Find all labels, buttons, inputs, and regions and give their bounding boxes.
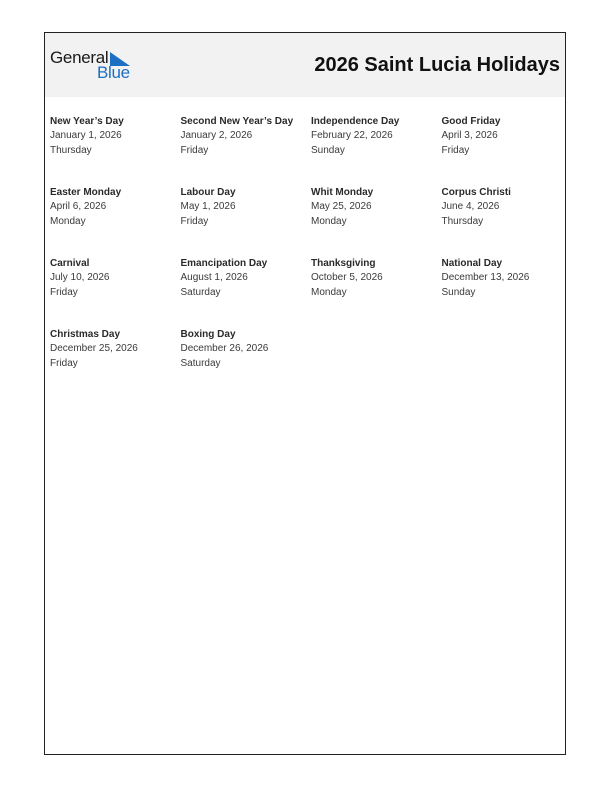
holiday-name: Boxing Day <box>180 329 236 340</box>
holiday-name: Easter Monday <box>50 187 122 198</box>
holiday-name: Thanksgiving <box>311 258 376 269</box>
holiday-entry <box>442 186 573 257</box>
holiday-name: Christmas Day <box>50 329 121 340</box>
holiday-date: April 6, 2026 <box>50 201 107 213</box>
holiday-weekday: Friday <box>180 144 209 156</box>
holiday-entry <box>442 115 573 186</box>
holiday-date: October 5, 2026 <box>311 272 383 284</box>
holiday-weekday: Saturday <box>180 286 221 298</box>
holiday-name: Corpus Christi <box>441 187 511 198</box>
holiday-weekday: Monday <box>311 286 347 298</box>
holiday-name: Whit Monday <box>311 187 374 198</box>
holiday-date: April 3, 2026 <box>441 130 498 142</box>
generalblue-logo <box>50 48 140 82</box>
holiday-date: February 22, 2026 <box>311 130 393 142</box>
holiday-name: National Day <box>441 258 503 269</box>
holiday-entry <box>181 328 312 399</box>
holiday-entry <box>442 257 573 328</box>
header-band <box>45 33 565 97</box>
holiday-date: May 25, 2026 <box>311 201 372 213</box>
holiday-entry <box>311 257 442 328</box>
holiday-weekday: Friday <box>180 215 209 227</box>
holiday-date: August 1, 2026 <box>180 272 248 284</box>
holiday-date: December 25, 2026 <box>50 343 138 355</box>
holiday-name: Labour Day <box>180 187 236 198</box>
holiday-date: May 1, 2026 <box>180 201 236 213</box>
holiday-name: Independence Day <box>311 116 400 127</box>
page-frame <box>44 32 566 755</box>
holiday-entry <box>181 257 312 328</box>
holiday-weekday: Monday <box>50 215 86 227</box>
holiday-entry <box>50 257 181 328</box>
logo-word-general: General <box>50 48 109 67</box>
holiday-entry <box>50 186 181 257</box>
holiday-entry <box>181 186 312 257</box>
holiday-name: Second New Year’s Day <box>180 116 294 127</box>
holiday-weekday: Sunday <box>441 286 476 298</box>
holiday-name: New Year’s Day <box>50 116 124 127</box>
holiday-date: June 4, 2026 <box>441 201 500 213</box>
logo-word-blue: Blue <box>97 63 130 82</box>
holiday-weekday: Thursday <box>50 144 92 156</box>
holiday-weekday: Friday <box>50 357 78 369</box>
holiday-date: January 1, 2026 <box>50 130 122 142</box>
holiday-weekday: Friday <box>50 286 78 298</box>
holiday-date: December 26, 2026 <box>180 343 269 355</box>
holiday-name: Good Friday <box>441 116 501 127</box>
holiday-entry <box>50 115 181 186</box>
holiday-weekday: Monday <box>311 215 347 227</box>
holiday-weekday: Friday <box>441 144 470 156</box>
holiday-weekday: Saturday <box>180 357 221 369</box>
holiday-name: Emancipation Day <box>180 258 268 269</box>
holiday-weekday: Thursday <box>441 215 484 227</box>
holiday-date: January 2, 2026 <box>180 130 253 142</box>
holiday-date: July 10, 2026 <box>50 272 110 284</box>
holiday-name: Carnival <box>50 258 90 269</box>
holiday-grid <box>50 115 570 399</box>
holiday-entry <box>181 115 312 186</box>
holiday-weekday: Sunday <box>311 144 345 156</box>
page-title: 2026 Saint Lucia Holidays <box>314 54 560 76</box>
holiday-entry <box>311 186 442 257</box>
holiday-date: December 13, 2026 <box>441 272 530 284</box>
holiday-entry <box>311 115 442 186</box>
holiday-entry <box>50 328 181 399</box>
